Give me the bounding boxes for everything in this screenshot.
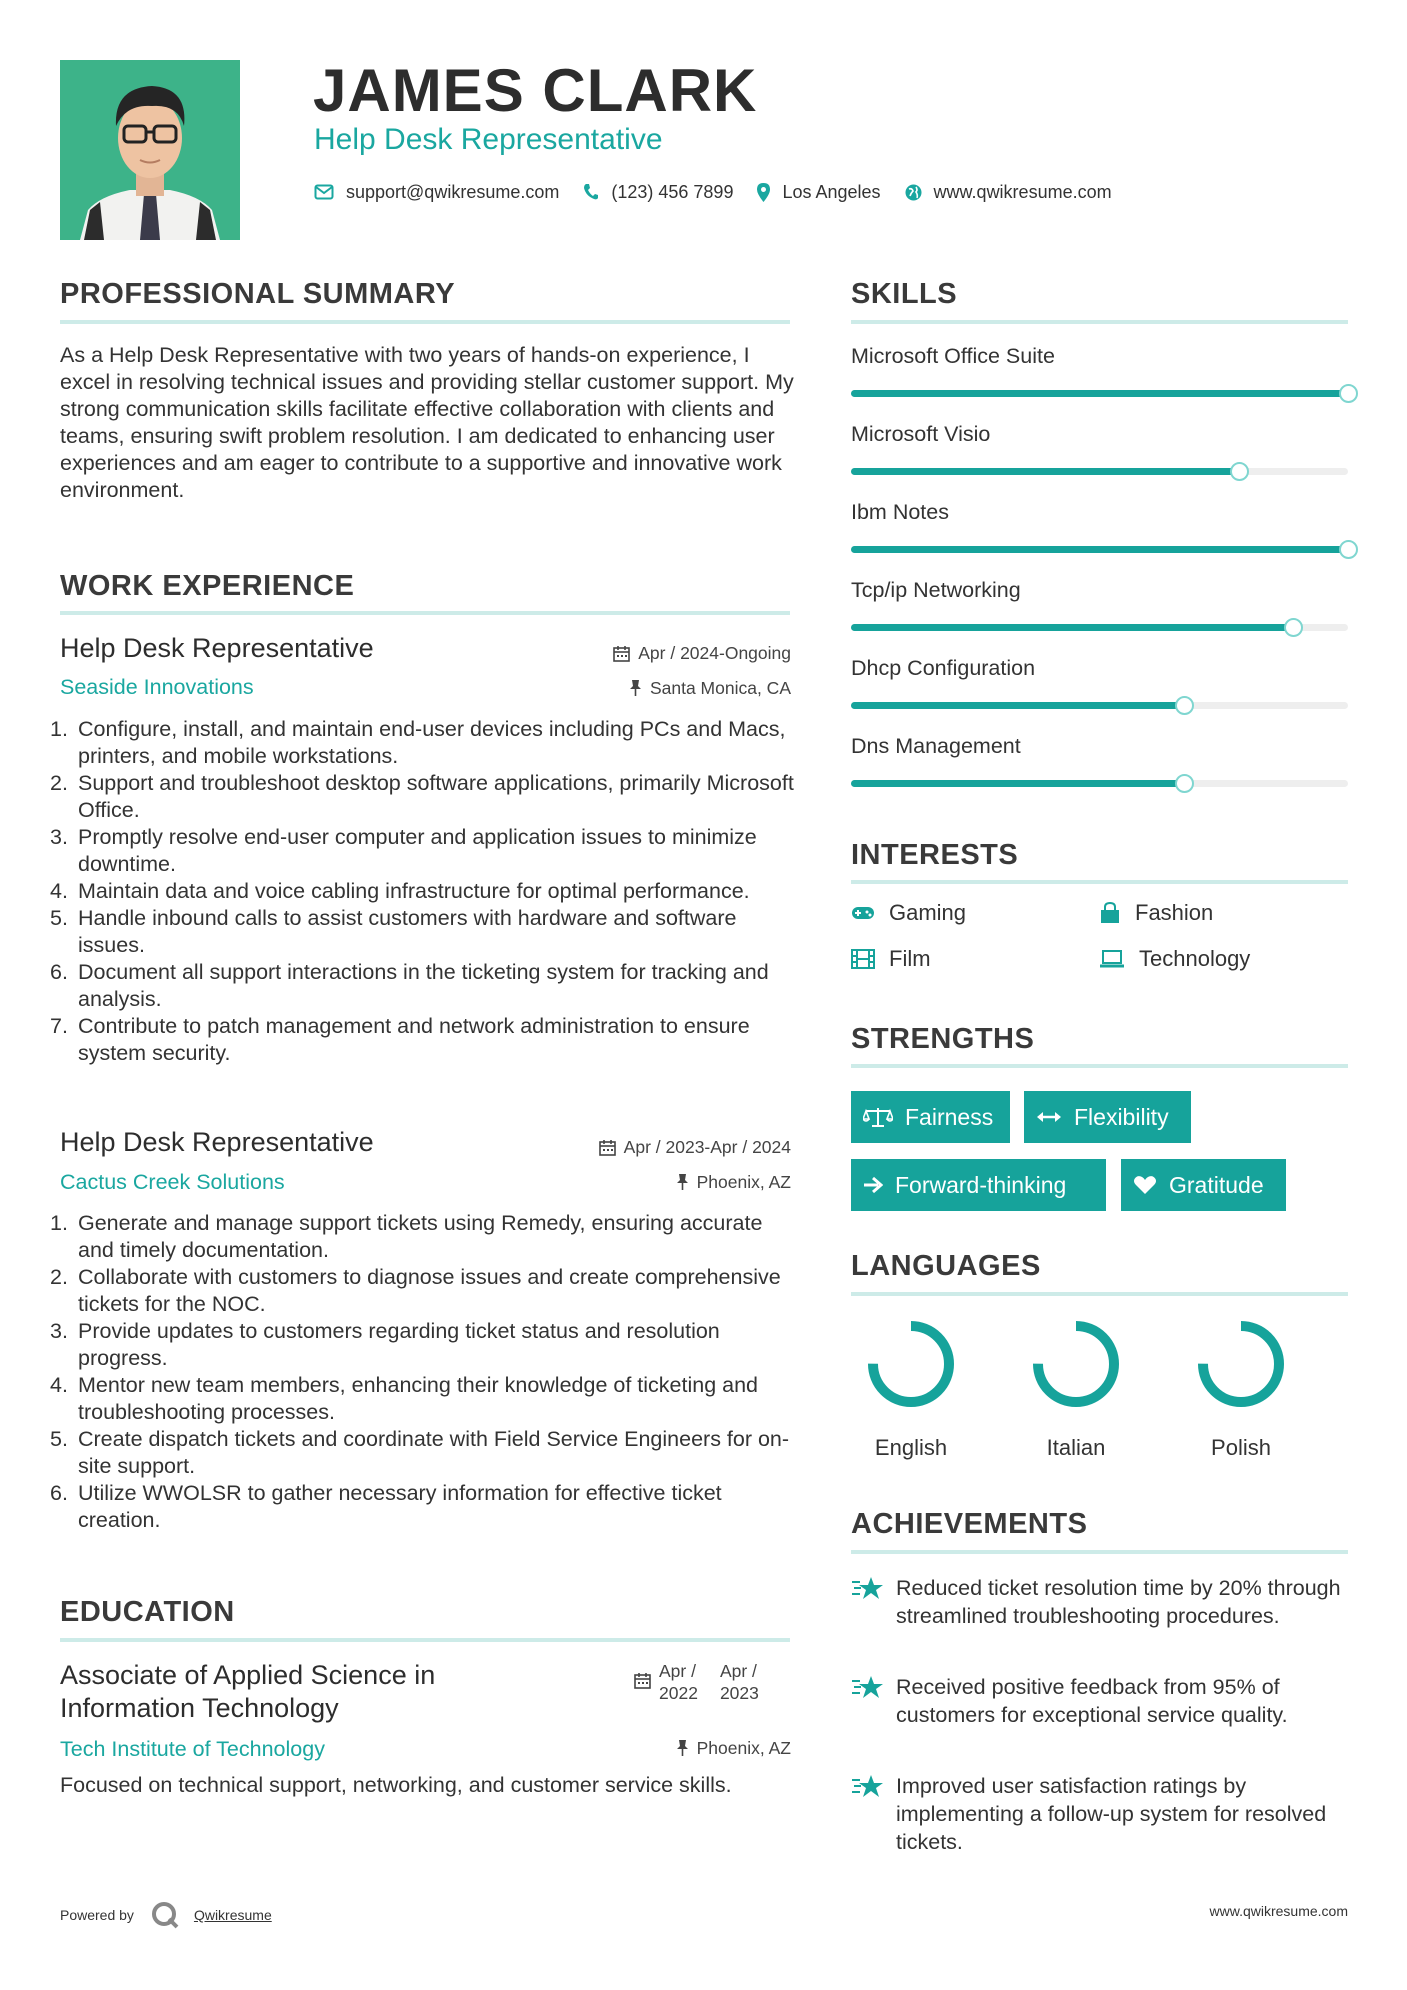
qwikresume-link[interactable]: Qwikresume <box>193 1907 272 1923</box>
footer-website[interactable]: www.qwikresume.com <box>1209 1903 1348 1919</box>
candidate-title: Help Desk Representative <box>314 123 663 156</box>
job-1-dates <box>613 641 791 665</box>
list-item: Document all support interactions in the ticketing system for tracking and analysis. <box>78 960 769 1011</box>
skill-level-knob <box>1339 540 1358 559</box>
contact-location-text: Los Angeles <box>782 181 881 202</box>
interest-label: Technology <box>1139 946 1251 971</box>
skill-level-knob <box>1284 618 1303 637</box>
achievement-item-3 <box>851 1772 1351 1856</box>
film-icon <box>851 949 875 969</box>
strengths-heading: STRENGTHS <box>851 1023 1035 1055</box>
strength-label: Fairness <box>905 1103 994 1130</box>
language-item <box>856 1318 966 1462</box>
education-heading: EDUCATION <box>60 1596 235 1628</box>
profile-photo <box>60 60 240 240</box>
interests-heading: INTERESTS <box>851 839 1019 871</box>
contact-email-text: support@qwikresume.com <box>346 181 560 202</box>
strength-label: Flexibility <box>1074 1103 1169 1130</box>
pushpin-icon <box>676 1739 689 1757</box>
skill-level-fill <box>851 468 1239 475</box>
job-2-location-text: Phoenix, AZ <box>696 1172 791 1192</box>
summary-heading: PROFESSIONAL SUMMARY <box>60 278 456 310</box>
language-level-arc <box>1203 1326 1279 1402</box>
map-pin-icon <box>757 183 770 202</box>
heart-icon <box>1133 1175 1157 1195</box>
skill-name: Tcp/ip Networking <box>851 578 1021 602</box>
contact-website-text: www.qwikresume.com <box>933 181 1112 202</box>
job-1-location-text: Santa Monica, CA <box>649 678 791 698</box>
skill-level-fill <box>851 390 1348 397</box>
list-item: Configure, install, and maintain end-user devices including PCs and Macs, printers, and mobile workstations. <box>78 717 786 768</box>
skill-level-fill <box>851 780 1184 787</box>
strength-fairness <box>851 1091 1010 1143</box>
education-date-end-line-2: 2023 <box>719 1683 759 1703</box>
list-item: Contribute to patch management and network administration to ensure system security. <box>78 1014 750 1065</box>
list-item: Promptly resolve end-user computer and application issues to minimize downtime. <box>78 825 757 876</box>
education-description: Focused on technical support, networking, and customer service skills. <box>60 1773 732 1797</box>
job-1-title: Help Desk Representative <box>60 633 374 663</box>
languages-divider <box>851 1292 1348 1296</box>
degree-line-2: Information Technology <box>60 1693 339 1723</box>
achievement-star-icon <box>851 1675 885 1699</box>
candidate-name: JAMES CLARK <box>313 57 758 124</box>
arrows-horizontal-icon <box>1036 1110 1062 1124</box>
skill-level-bar <box>851 390 1348 397</box>
education-school: Tech Institute of Technology <box>60 1737 325 1761</box>
job-2-duties <box>60 1210 795 1534</box>
interest-fashion <box>1099 900 1213 926</box>
skill-level-bar <box>851 780 1348 787</box>
skill-name: Microsoft Visio <box>851 422 991 446</box>
skill-name: Microsoft Office Suite <box>851 344 1055 368</box>
education-date-end-line-1: Apr / <box>719 1661 757 1681</box>
job-2-company: Cactus Creek Solutions <box>60 1170 285 1194</box>
interest-label: Fashion <box>1135 900 1214 925</box>
language-level-ring <box>865 1318 957 1410</box>
interest-technology <box>1099 946 1250 972</box>
balance-scale-icon <box>863 1106 893 1128</box>
pushpin-icon <box>676 1173 689 1191</box>
achievements-divider <box>851 1550 1348 1554</box>
list-item: Support and troubleshoot desktop software applications, primarily Microsoft Office. <box>78 771 794 822</box>
skill-level-bar <box>851 624 1348 631</box>
language-level-arc <box>873 1326 949 1402</box>
skill-name: Dhcp Configuration <box>851 656 1036 680</box>
contact-email[interactable] <box>314 182 559 203</box>
skill-level-bar <box>851 702 1348 709</box>
globe-icon <box>905 184 922 201</box>
language-item <box>1186 1318 1296 1462</box>
skill-level-knob <box>1175 696 1194 715</box>
interest-film <box>851 946 931 972</box>
list-item: Utilize WWOLSR to gather necessary information for effective ticket creation. <box>78 1481 722 1532</box>
skill-level-fill <box>851 702 1184 709</box>
education-date-end <box>720 1660 759 1704</box>
list-item: Collaborate with customers to diagnose issues and create comprehensive tickets for the NOC. <box>78 1265 781 1316</box>
achievement-text: Reduced ticket resolution time by 20% through streamlined troubleshooting procedures. <box>896 1576 1341 1628</box>
skills-divider <box>851 320 1348 324</box>
skill-level-knob <box>1175 774 1194 793</box>
footer-powered-by <box>60 1900 272 1930</box>
language-level-ring <box>1030 1318 1122 1410</box>
contact-website[interactable] <box>905 182 1112 203</box>
job-2-title: Help Desk Representative <box>60 1127 374 1157</box>
skill-name: Ibm Notes <box>851 500 949 524</box>
shopping-bag-icon <box>1099 902 1121 924</box>
calendar-icon <box>634 1672 651 1689</box>
job-1-dates-text: Apr / 2024-Ongoing <box>638 643 791 663</box>
interest-label: Film <box>889 946 931 971</box>
achievement-item-2 <box>851 1673 1351 1729</box>
strength-label: Forward-thinking <box>895 1171 1067 1198</box>
qwikresume-logo-icon <box>150 1900 180 1930</box>
list-item: Handle inbound calls to assist customers with hardware and software issues. <box>78 906 737 957</box>
list-item: Provide updates to customers regarding ticket status and resolution progress. <box>78 1319 720 1370</box>
skills-heading: SKILLS <box>851 278 958 310</box>
education-date-start-line-2: 2022 <box>659 1683 698 1703</box>
contact-phone-text: (123) 456 7899 <box>611 181 734 202</box>
job-1-company: Seaside Innovations <box>60 675 254 699</box>
interest-label: Gaming <box>889 900 967 925</box>
language-name: Italian <box>1046 1435 1106 1460</box>
achievement-star-icon <box>851 1774 885 1798</box>
education-date-start <box>659 1660 698 1704</box>
language-name: Polish <box>1211 1435 1271 1460</box>
envelope-icon <box>314 184 334 200</box>
education-dates <box>634 1660 759 1704</box>
skill-level-bar <box>851 468 1348 475</box>
achievement-text: Received positive feedback from 95% of customers for exceptional service quality. <box>896 1675 1288 1727</box>
degree-line-1: Associate of Applied Science in <box>60 1660 436 1690</box>
skill-level-knob <box>1339 384 1358 403</box>
languages-heading: LANGUAGES <box>851 1250 1041 1282</box>
interests-divider <box>851 880 1348 884</box>
achievements-heading: ACHIEVEMENTS <box>851 1508 1088 1540</box>
calendar-icon <box>599 1139 616 1156</box>
language-level-arc <box>1038 1326 1114 1402</box>
education-location-text: Phoenix, AZ <box>696 1738 791 1758</box>
experience-heading: WORK EXPERIENCE <box>60 570 355 602</box>
pushpin-icon <box>629 679 642 697</box>
achievement-star-icon <box>851 1576 885 1600</box>
summary-text: As a Help Desk Representative with two years of hands-on experience, I excel in resolving technical issues and providing stellar customer support. My strong communication skills facilitate effective collaboration with clients and teams, ensuring swift problem resolution. I am dedicated to enhancing user experiences and am eager to contribute to a supportive and innovative work environment. <box>60 343 794 502</box>
strength-gratitude <box>1121 1159 1286 1211</box>
list-item: Mentor new team members, enhancing their knowledge of ticketing and troubleshooting processes. <box>78 1373 759 1424</box>
gamepad-icon <box>851 905 875 921</box>
summary-divider <box>60 320 790 324</box>
list-item: Create dispatch tickets and coordinate with Field Service Engineers for on-site support. <box>78 1427 790 1478</box>
job-2-location <box>676 1170 791 1194</box>
language-item <box>1021 1318 1131 1462</box>
job-2-dates <box>599 1135 791 1159</box>
education-divider <box>60 1638 790 1642</box>
strength-label: Gratitude <box>1169 1171 1264 1198</box>
interest-gaming <box>851 900 966 926</box>
skill-name: Dns Management <box>851 734 1021 758</box>
list-item: Maintain data and voice cabling infrastructure for optimal performance. <box>78 879 750 903</box>
skill-level-knob <box>1230 462 1249 481</box>
phone-icon <box>583 183 599 201</box>
job-1-location <box>629 676 791 700</box>
list-item: Generate and manage support tickets using Remedy, ensuring accurate and timely documentation. <box>78 1211 763 1262</box>
arrow-right-icon <box>863 1176 883 1194</box>
laptop-icon <box>1099 950 1125 968</box>
powered-by-label: Powered by <box>60 1907 134 1923</box>
job-2-dates-text: Apr / 2023-Apr / 2024 <box>623 1137 791 1157</box>
education-location <box>676 1736 791 1760</box>
language-level-ring <box>1195 1318 1287 1410</box>
education-date-start-line-1: Apr / <box>659 1661 696 1681</box>
achievement-text: Improved user satisfaction ratings by implementing a follow-up system for resolved tickets. <box>896 1774 1327 1854</box>
contact-bar <box>314 177 1136 207</box>
achievement-item-1 <box>851 1574 1351 1630</box>
calendar-icon <box>613 645 630 662</box>
experience-divider <box>60 611 790 615</box>
contact-phone[interactable] <box>583 182 733 203</box>
skill-level-fill <box>851 624 1293 631</box>
contact-location <box>757 182 880 203</box>
skill-level-fill <box>851 546 1348 553</box>
strength-flexibility <box>1024 1091 1191 1143</box>
job-1-duties <box>60 716 795 1067</box>
strengths-divider <box>851 1064 1348 1068</box>
language-name: English <box>874 1435 948 1460</box>
strength-forward-thinking <box>851 1159 1106 1211</box>
skill-level-bar <box>851 546 1348 553</box>
